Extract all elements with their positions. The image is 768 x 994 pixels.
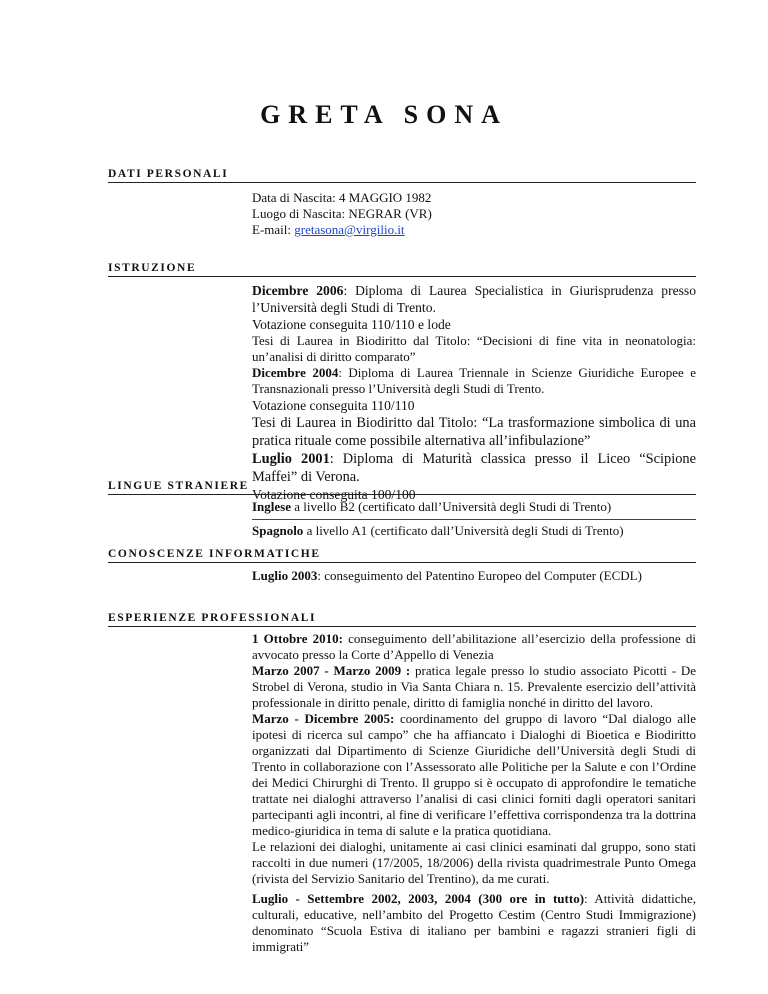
birth-date: Data di Nascita: 4 MAGGIO 1982 [252,190,432,205]
experience-item: Marzo - Dicembre 2005: coordinamento del gruppo di lavoro “Dal dialogo alle ipotesi di ricerca sul campo” che ha affiancato i Dialoghi di Bioetica e Biodiritto organizzati dal Dipartimento di Scienze Giuridiche dell’Università degli Studi di Trento in collaborazione con l’Assessorato alle Politiche per la Salute e con l’Ordine dei Medici Chirurghi di Trento. Il gruppo si è occupato di approfondire le tematiche trattate nei dialoghi attraverso l’analisi di casi clinici forniti dagli operatori sanitari partecipanti agli incontri, al fine di verificare l’effettiva corrispondenza tra la dottrina medico-giuridica in tema di salute e la pratica quotidiana. [252,711,696,838]
education-item: Votazione conseguita 110/110 e lode [252,317,451,332]
education-date: Luglio 2001 [252,451,330,467]
experience-item: 1 Ottobre 2010: conseguimento dell’abilitazione all’esercizio della professione di avvocato presso la Corte d’Appello di Venezia [252,631,696,662]
birth-place: Luogo di Nascita: NEGRAR (VR) [252,206,432,221]
section-lingue [108,480,696,539]
email-label: E-mail: [252,222,295,237]
education-item: Tesi di Laurea in Biodiritto dal Titolo: “Decisioni di fine vita in neonatologia: un’analisi di diritto comparato” [252,333,696,364]
education-item: Votazione conseguita 100/100 [252,487,416,502]
experience-item: Luglio - Settembre 2002, 2003, 2004 (300 ore in tutto): Attività didattiche, culturali, educative, nell’ambito del Progetto Cestim (Centro Studi Immigrazione) denominato “Scuola Estiva di italiano per bambini e ragazzi stranieri figli di immigrati” [252,891,696,954]
cv-name: GRETA SONA [260,100,508,129]
section-heading: CONOSCENZE INFORMATICHE [108,548,696,563]
language-item: Spagnolo a livello A1 (certificato dall’Università degli Studi di Trento) [252,523,624,538]
section-heading: DATI PERSONALI [108,168,696,183]
education-date: Dicembre 2006 [252,283,344,298]
education-date: Dicembre 2004 [252,365,339,380]
education-item: Dicembre 2006: Diploma di Laurea Specialistica in Giurisprudenza presso l’Università degli Studi di Trento. [252,283,697,315]
it-item: Luglio 2003: conseguimento del Patentino Europeo del Computer (ECDL) [252,568,642,583]
education-item: Dicembre 2004: Diploma di Laurea Triennale in Scienze Giuridiche Europee e Transnazionali presso l’Università degli Studi di Trento. [252,365,696,396]
section-heading: ESPERIENZE PROFESSIONALI [108,612,696,627]
language-item: Inglese a livello B2 (certificato dall’Università degli Studi di Trento) [252,499,696,520]
section-heading: ISTRUZIONE [108,262,696,277]
education-item: Tesi di Laurea in Biodiritto dal Titolo: “La trasformazione simbolica di una pratica rituale come possibile alternativa all’infibulazione” [252,415,696,449]
section-istruzione [108,262,696,503]
section-informatica [108,548,696,584]
section-heading: LINGUE STRANIERE [108,480,696,495]
experience-item: Le relazioni dei dialoghi, unitamente ai casi clinici esaminati dal gruppo, sono stati raccolti in due numeri (17/2005, 18/2006) della rivista quadrimestrale Punto Omega (rivista del Servizio Sanitario del Trentino), da me curati. [252,839,696,886]
email-line [252,222,696,238]
education-item: Votazione conseguita 110/110 [252,398,415,413]
experience-item: Marzo 2007 - Marzo 2009 : pratica legale presso lo studio associato Picotti - De Strobel di Verona, studio in Via Santa Chiara n. 15. Prevalente esercizio dell’attività professionale in diritto penale, diritto di famiglia nonché in diritto del lavoro. [252,663,696,710]
email-link[interactable]: gretasona@virgilio.it [294,222,405,237]
section-esperienze [108,612,696,955]
education-item: Luglio 2001: Diploma di Maturità classica presso il Liceo “Scipione Maffei” di Verona. [252,451,696,485]
section-dati-personali [108,168,696,238]
